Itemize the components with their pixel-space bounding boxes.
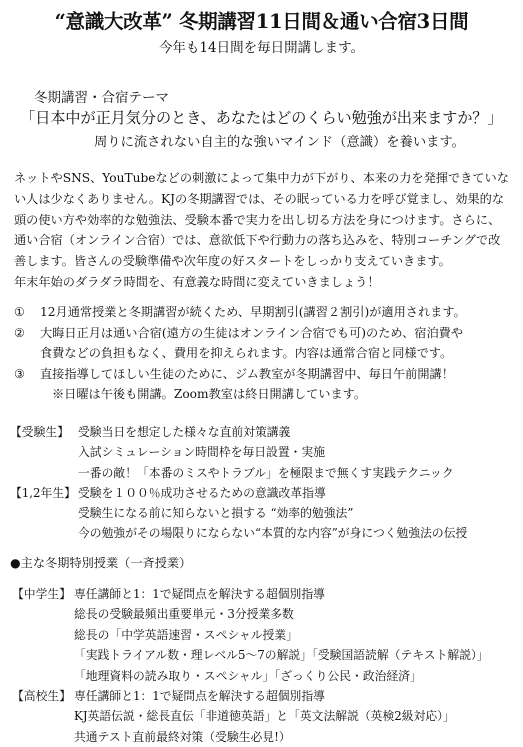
middle-label: 【中学生】 xyxy=(12,587,71,601)
exam-line: 受験当日を想定した様々な直前対策講義 xyxy=(78,425,291,439)
middle-line: 専任講師と1：1で疑問点を解決する超個別指導 xyxy=(74,587,325,601)
notes-list xyxy=(14,302,466,405)
note-text: 食費などの負担もなく、費用を抑えられます。内容は通常合宿と同様です。 xyxy=(40,346,453,361)
note-continuation xyxy=(14,343,466,364)
junior-line: 受験を１００％成功させるための意識改革指導 xyxy=(78,485,326,500)
high-line: 専任講師と1：1で疑問点を解決する超個別指導 xyxy=(74,689,325,703)
note-item xyxy=(14,323,466,344)
middle-school-section xyxy=(12,584,489,686)
note-text: 12月通常授業と冬期講習が続くため、早期割引(講習２割引)が適用されます。 xyxy=(40,305,466,319)
note-text: 大晦日正月は通い合宿(遠方の生徒はオンライン合宿でも可)のため、宿泊費や xyxy=(40,325,464,340)
page-subtitle: 今年も14日間を毎日開講します。 xyxy=(158,40,365,56)
high-label: 【高校生】 xyxy=(12,689,71,703)
intro-line: 通い合宿（オンライン合宿）では、意欲低下や行動力の落ち込みを、特別コーチングで改 xyxy=(14,233,501,248)
page-title: “意識大改革” 冬期講習11日間＆通い合宿3日間 xyxy=(54,10,469,33)
high-line: KJ英語伝説・総長直伝「非道徳英語」と「英文法解説（英検2級対応）」 xyxy=(74,709,455,724)
intro-line: ネットやSNS、YouTubeなどの刺激によって集中力が下がり、本来の力を発揮できていな xyxy=(14,171,509,185)
exam-line: 一番の敵！「本番のミスやトラブル」を極限まで無くす実践テクニック xyxy=(78,465,454,480)
special-classes-heading: ●主な冬期特別授業（一斉授業） xyxy=(10,556,192,570)
note-marker: ③ xyxy=(14,366,25,381)
intro-line: 善します。皆さんの受験準備や次年度の好スタートをしっかり支えていきます。 xyxy=(14,254,451,269)
note-continuation xyxy=(14,384,466,405)
middle-line: 「実践トライアル数・理レベル5～7の解説」「受験国語読解（テキスト解説）」 xyxy=(74,648,489,663)
exam-section xyxy=(10,422,467,544)
high-school-section xyxy=(12,686,455,747)
intro-line: 年末年始のダラダラ時間を、有意義な時間に変えていきましょう！ xyxy=(14,274,380,289)
junior-line: 受験生になる前に知らないと損する “効率的勉強法” xyxy=(78,506,354,521)
intro-line: 頭の使い方や効率的な勉強法、受験本番で実力を出し切る方法を身につけます。さらに、 xyxy=(14,212,501,227)
intro-line: い人は少なくありません。KJの冬期講習では、その眠っている力を呼び覚まし、効果的な xyxy=(14,191,505,206)
theme-heading: 冬期講習・合宿テーマ xyxy=(34,90,169,106)
intro-paragraph xyxy=(14,168,509,293)
high-line: 共通テスト直前最終対策（受験生必見!） xyxy=(74,729,291,744)
note-marker: ① xyxy=(14,305,25,319)
middle-line: 総長の「中学英語速習・スペシャル授業」 xyxy=(74,627,298,642)
middle-line: 総長の受験最頻出重要単元・3分授業多数 xyxy=(74,607,294,622)
note-text: ※日曜は午後も開講。Zoom教室は終日開講しています。 xyxy=(52,387,367,402)
note-item xyxy=(14,302,466,323)
middle-line: 「地理資料の読み取り・スペシャル」「ざっくり公民・政治経済」 xyxy=(74,668,422,683)
note-text: 直接指導してほしい生徒のために、ジム教室が冬期講習中、毎日午前開講！ xyxy=(40,366,454,381)
theme-question: 「日本中が正月気分のとき、あなたはどのくらい勉強が出来ますか？」 xyxy=(20,109,503,127)
junior-label: 【1,2年生】 xyxy=(10,485,76,500)
note-item xyxy=(14,364,466,385)
exam-label: 【受験生】 xyxy=(10,425,69,439)
exam-line: 入試シミュレーション時間枠を毎日設置・実施 xyxy=(78,445,326,460)
theme-subtext: 周りに流されない自主的な強いマインド（意識）を養います。 xyxy=(94,135,465,150)
note-marker: ② xyxy=(14,325,25,340)
junior-line: 今の勉強がその場限りにならない“本質的な内容”が身につく勉強法の伝授 xyxy=(78,526,468,541)
